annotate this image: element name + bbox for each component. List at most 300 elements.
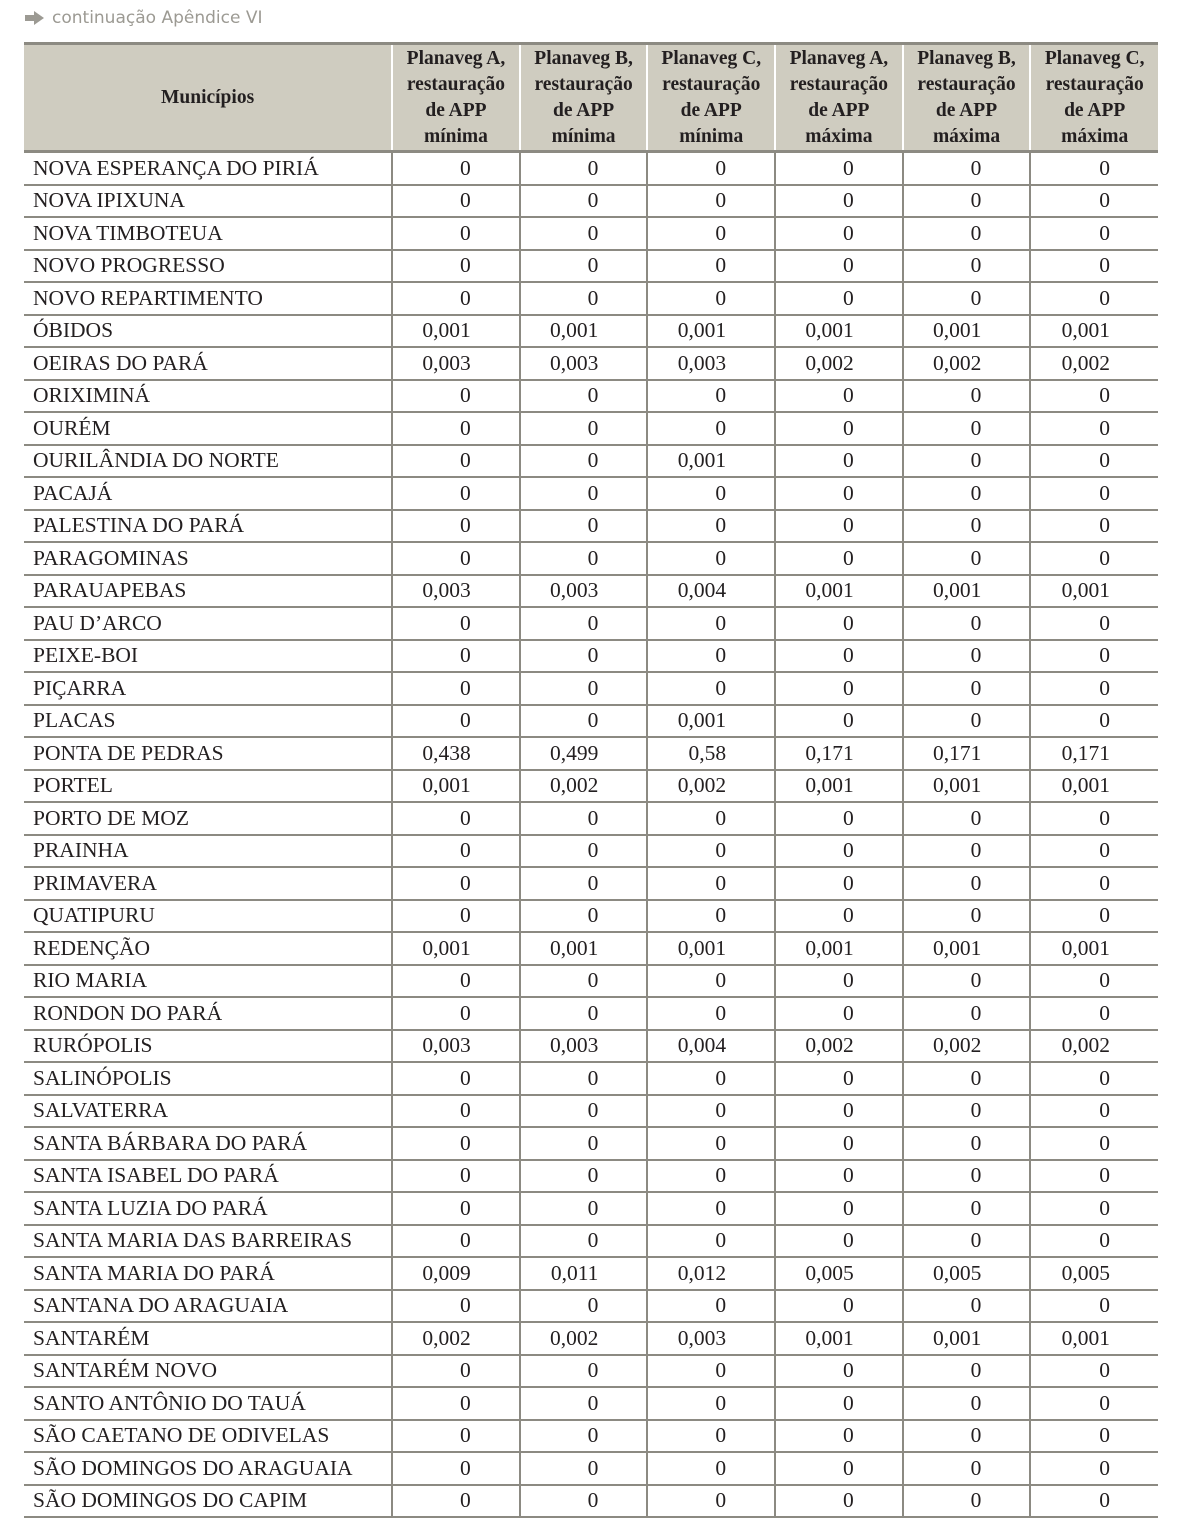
value-cell: 0 xyxy=(1030,412,1158,445)
value-cell: 0 xyxy=(775,1095,903,1128)
municipio-name: SALINÓPOLIS xyxy=(24,1062,392,1095)
value-cell: 0,001 xyxy=(775,1322,903,1355)
value-cell: 0,002 xyxy=(1030,347,1158,380)
value-cell: 0 xyxy=(647,217,775,250)
value-cell: 0 xyxy=(647,250,775,283)
value-cell: 0 xyxy=(1030,1420,1158,1453)
table-row xyxy=(24,640,1158,673)
value-cell: 0 xyxy=(392,412,520,445)
column-header-scenario: Planaveg A, restauração de APP máxima xyxy=(775,44,903,152)
value-cell: 0 xyxy=(392,217,520,250)
municipio-name: SÃO DOMINGOS DO ARAGUAIA xyxy=(24,1452,392,1485)
value-cell: 0 xyxy=(775,217,903,250)
table-row xyxy=(24,412,1158,445)
table-row xyxy=(24,1322,1158,1355)
value-cell: 0,001 xyxy=(647,315,775,348)
value-cell: 0 xyxy=(520,1387,648,1420)
municipio-name: PACAJÁ xyxy=(24,477,392,510)
municipio-name: RURÓPOLIS xyxy=(24,1030,392,1063)
value-cell: 0 xyxy=(520,1355,648,1388)
value-cell: 0 xyxy=(520,412,648,445)
continuation-text: continuação Apêndice VI xyxy=(52,8,263,28)
value-cell: 0 xyxy=(903,185,1031,218)
value-cell: 0 xyxy=(392,705,520,738)
value-cell: 0 xyxy=(903,1127,1031,1160)
value-cell: 0 xyxy=(903,640,1031,673)
value-cell: 0 xyxy=(392,607,520,640)
table-row xyxy=(24,445,1158,478)
value-cell: 0,001 xyxy=(647,445,775,478)
value-cell: 0 xyxy=(775,380,903,413)
value-cell: 0 xyxy=(775,640,903,673)
table-row xyxy=(24,1062,1158,1095)
value-cell: 0 xyxy=(392,1160,520,1193)
value-cell: 0 xyxy=(1030,445,1158,478)
table-row xyxy=(24,770,1158,803)
value-cell: 0 xyxy=(775,1420,903,1453)
value-cell: 0,003 xyxy=(520,347,648,380)
value-cell: 0 xyxy=(775,965,903,998)
table-row xyxy=(24,705,1158,738)
municipio-name: SANTO ANTÔNIO DO TAUÁ xyxy=(24,1387,392,1420)
table-row xyxy=(24,1387,1158,1420)
value-cell: 0 xyxy=(647,510,775,543)
municipio-name: NOVA ESPERANÇA DO PIRIÁ xyxy=(24,152,392,185)
value-cell: 0,003 xyxy=(647,347,775,380)
value-cell: 0 xyxy=(1030,965,1158,998)
value-cell: 0 xyxy=(775,1225,903,1258)
value-cell: 0 xyxy=(392,510,520,543)
value-cell: 0,001 xyxy=(775,315,903,348)
value-cell: 0 xyxy=(903,152,1031,185)
value-cell: 0 xyxy=(647,152,775,185)
municipio-name: RONDON DO PARÁ xyxy=(24,997,392,1030)
value-cell: 0 xyxy=(520,705,648,738)
value-cell: 0 xyxy=(647,1420,775,1453)
data-table xyxy=(24,42,1158,1518)
municipio-name: OURÉM xyxy=(24,412,392,445)
value-cell: 0 xyxy=(520,1095,648,1128)
value-cell: 0 xyxy=(520,217,648,250)
value-cell: 0 xyxy=(647,867,775,900)
value-cell: 0 xyxy=(1030,1355,1158,1388)
value-cell: 0,002 xyxy=(392,1322,520,1355)
value-cell: 0,001 xyxy=(903,315,1031,348)
municipio-name: SANTA MARIA DO PARÁ xyxy=(24,1257,392,1290)
value-cell: 0 xyxy=(903,1355,1031,1388)
value-cell: 0 xyxy=(903,900,1031,933)
table-row xyxy=(24,250,1158,283)
value-cell: 0 xyxy=(903,835,1031,868)
value-cell: 0 xyxy=(775,607,903,640)
municipio-name: SANTA LUZIA DO PARÁ xyxy=(24,1192,392,1225)
value-cell: 0 xyxy=(647,542,775,575)
value-cell: 0,002 xyxy=(520,1322,648,1355)
municipio-name: SANTARÉM xyxy=(24,1322,392,1355)
value-cell: 0 xyxy=(647,1225,775,1258)
value-cell: 0,171 xyxy=(903,737,1031,770)
value-cell: 0 xyxy=(775,510,903,543)
value-cell: 0,001 xyxy=(520,932,648,965)
table-row xyxy=(24,1290,1158,1323)
value-cell: 0 xyxy=(775,412,903,445)
value-cell: 0 xyxy=(775,152,903,185)
table-row xyxy=(24,185,1158,218)
value-cell: 0 xyxy=(647,997,775,1030)
value-cell: 0 xyxy=(520,542,648,575)
value-cell: 0 xyxy=(903,802,1031,835)
municipio-name: SÃO DOMINGOS DO CAPIM xyxy=(24,1485,392,1518)
value-cell: 0 xyxy=(1030,802,1158,835)
value-cell: 0 xyxy=(392,997,520,1030)
value-cell: 0,003 xyxy=(520,575,648,608)
value-cell: 0 xyxy=(520,510,648,543)
value-cell: 0 xyxy=(1030,640,1158,673)
value-cell: 0 xyxy=(775,1127,903,1160)
municipio-name: RIO MARIA xyxy=(24,965,392,998)
value-cell: 0 xyxy=(903,1290,1031,1323)
value-cell: 0 xyxy=(1030,185,1158,218)
value-cell: 0 xyxy=(392,282,520,315)
value-cell: 0 xyxy=(903,1485,1031,1518)
value-cell: 0,002 xyxy=(775,347,903,380)
column-header-scenario: Planaveg B, restauração de APP máxima xyxy=(903,44,1031,152)
table-row xyxy=(24,477,1158,510)
value-cell: 0,001 xyxy=(392,315,520,348)
municipio-name: SANTA MARIA DAS BARREIRAS xyxy=(24,1225,392,1258)
value-cell: 0 xyxy=(392,1225,520,1258)
value-cell: 0 xyxy=(1030,835,1158,868)
value-cell: 0 xyxy=(392,250,520,283)
value-cell: 0 xyxy=(520,477,648,510)
value-cell: 0 xyxy=(520,380,648,413)
value-cell: 0 xyxy=(647,672,775,705)
value-cell: 0 xyxy=(520,1420,648,1453)
value-cell: 0,003 xyxy=(392,347,520,380)
value-cell: 0 xyxy=(392,1290,520,1323)
value-cell: 0 xyxy=(775,1452,903,1485)
value-cell: 0 xyxy=(392,1355,520,1388)
municipio-name: SANTARÉM NOVO xyxy=(24,1355,392,1388)
value-cell: 0,001 xyxy=(647,932,775,965)
value-cell: 0 xyxy=(392,445,520,478)
value-cell: 0 xyxy=(647,282,775,315)
value-cell: 0 xyxy=(903,282,1031,315)
value-cell: 0 xyxy=(520,185,648,218)
value-cell: 0 xyxy=(1030,510,1158,543)
value-cell: 0 xyxy=(647,412,775,445)
municipio-name: OURILÂNDIA DO NORTE xyxy=(24,445,392,478)
value-cell: 0,438 xyxy=(392,737,520,770)
municipio-name: PAU D’ARCO xyxy=(24,607,392,640)
value-cell: 0 xyxy=(392,477,520,510)
value-cell: 0 xyxy=(903,412,1031,445)
value-cell: 0 xyxy=(647,1452,775,1485)
value-cell: 0 xyxy=(775,1355,903,1388)
table-row xyxy=(24,347,1158,380)
value-cell: 0 xyxy=(775,185,903,218)
table-row xyxy=(24,1192,1158,1225)
value-cell: 0,001 xyxy=(775,575,903,608)
column-header-scenario: Planaveg A, restauração de APP mínima xyxy=(392,44,520,152)
value-cell: 0 xyxy=(647,1355,775,1388)
value-cell: 0 xyxy=(775,1485,903,1518)
table-row xyxy=(24,737,1158,770)
municipio-name: QUATIPURU xyxy=(24,900,392,933)
value-cell: 0 xyxy=(392,1127,520,1160)
value-cell: 0 xyxy=(903,997,1031,1030)
table-row xyxy=(24,1485,1158,1518)
value-cell: 0 xyxy=(903,477,1031,510)
value-cell: 0,003 xyxy=(392,1030,520,1063)
value-cell: 0 xyxy=(1030,1062,1158,1095)
value-cell: 0 xyxy=(392,900,520,933)
municipio-name: PARAGOMINAS xyxy=(24,542,392,575)
value-cell: 0 xyxy=(392,152,520,185)
municipio-name: PALESTINA DO PARÁ xyxy=(24,510,392,543)
value-cell: 0 xyxy=(775,445,903,478)
value-cell: 0 xyxy=(520,250,648,283)
value-cell: 0 xyxy=(647,900,775,933)
municipio-name: NOVO REPARTIMENTO xyxy=(24,282,392,315)
value-cell: 0 xyxy=(520,445,648,478)
value-cell: 0 xyxy=(775,1062,903,1095)
value-cell: 0 xyxy=(647,1387,775,1420)
column-header-scenario: Planaveg B, restauração de APP mínima xyxy=(520,44,648,152)
value-cell: 0 xyxy=(647,640,775,673)
table-body xyxy=(24,152,1158,1518)
value-cell: 0 xyxy=(1030,250,1158,283)
table-row xyxy=(24,607,1158,640)
value-cell: 0 xyxy=(392,835,520,868)
table-row xyxy=(24,1160,1158,1193)
value-cell: 0 xyxy=(775,1160,903,1193)
value-cell: 0 xyxy=(1030,477,1158,510)
value-cell: 0 xyxy=(1030,1127,1158,1160)
value-cell: 0 xyxy=(903,1095,1031,1128)
municipio-name: REDENÇÃO xyxy=(24,932,392,965)
value-cell: 0 xyxy=(903,217,1031,250)
value-cell: 0 xyxy=(1030,282,1158,315)
value-cell: 0 xyxy=(903,965,1031,998)
value-cell: 0,003 xyxy=(520,1030,648,1063)
table-row xyxy=(24,542,1158,575)
value-cell: 0,001 xyxy=(392,932,520,965)
value-cell: 0 xyxy=(903,1387,1031,1420)
table-header xyxy=(24,44,1158,152)
value-cell: 0 xyxy=(647,1192,775,1225)
table-row xyxy=(24,152,1158,185)
continuation-note xyxy=(24,6,262,30)
value-cell: 0 xyxy=(647,1160,775,1193)
value-cell: 0 xyxy=(392,1192,520,1225)
value-cell: 0 xyxy=(520,607,648,640)
table-row xyxy=(24,867,1158,900)
table-row xyxy=(24,835,1158,868)
value-cell: 0 xyxy=(392,1062,520,1095)
municipio-name: PORTEL xyxy=(24,770,392,803)
value-cell: 0 xyxy=(1030,867,1158,900)
value-cell: 0 xyxy=(1030,1192,1158,1225)
value-cell: 0 xyxy=(520,282,648,315)
municipio-name: SÃO CAETANO DE ODIVELAS xyxy=(24,1420,392,1453)
value-cell: 0 xyxy=(1030,1290,1158,1323)
municipio-name: PRAINHA xyxy=(24,835,392,868)
value-cell: 0 xyxy=(1030,1225,1158,1258)
municipio-name: PONTA DE PEDRAS xyxy=(24,737,392,770)
value-cell: 0 xyxy=(647,185,775,218)
municipio-name: NOVA TIMBOTEUA xyxy=(24,217,392,250)
value-cell: 0 xyxy=(775,867,903,900)
value-cell: 0,001 xyxy=(392,770,520,803)
table-row xyxy=(24,1225,1158,1258)
value-cell: 0 xyxy=(903,1225,1031,1258)
table-row xyxy=(24,1257,1158,1290)
value-cell: 0 xyxy=(903,1452,1031,1485)
value-cell: 0,001 xyxy=(903,575,1031,608)
municipio-name: PLACAS xyxy=(24,705,392,738)
value-cell: 0,004 xyxy=(647,575,775,608)
value-cell: 0 xyxy=(647,1485,775,1518)
value-cell: 0 xyxy=(647,965,775,998)
municipio-name: OEIRAS DO PARÁ xyxy=(24,347,392,380)
municipio-name: NOVA IPIXUNA xyxy=(24,185,392,218)
value-cell: 0 xyxy=(520,1225,648,1258)
table-row xyxy=(24,380,1158,413)
value-cell: 0 xyxy=(903,250,1031,283)
value-cell: 0 xyxy=(520,672,648,705)
value-cell: 0,009 xyxy=(392,1257,520,1290)
value-cell: 0,002 xyxy=(775,1030,903,1063)
value-cell: 0 xyxy=(647,1290,775,1323)
value-cell: 0 xyxy=(775,1290,903,1323)
value-cell: 0 xyxy=(520,835,648,868)
value-cell: 0 xyxy=(520,1290,648,1323)
value-cell: 0,001 xyxy=(1030,575,1158,608)
value-cell: 0 xyxy=(392,640,520,673)
value-cell: 0,001 xyxy=(775,932,903,965)
value-cell: 0 xyxy=(903,672,1031,705)
value-cell: 0 xyxy=(903,1062,1031,1095)
value-cell: 0,011 xyxy=(520,1257,648,1290)
value-cell: 0 xyxy=(520,640,648,673)
value-cell: 0 xyxy=(392,380,520,413)
value-cell: 0 xyxy=(392,867,520,900)
value-cell: 0 xyxy=(392,542,520,575)
value-cell: 0 xyxy=(903,445,1031,478)
column-header-municipios: Municípios xyxy=(24,44,392,152)
value-cell: 0,005 xyxy=(775,1257,903,1290)
value-cell: 0 xyxy=(392,802,520,835)
value-cell: 0 xyxy=(1030,1387,1158,1420)
value-cell: 0 xyxy=(392,1452,520,1485)
value-cell: 0 xyxy=(775,1387,903,1420)
value-cell: 0,001 xyxy=(1030,315,1158,348)
value-cell: 0 xyxy=(392,1420,520,1453)
table-row xyxy=(24,900,1158,933)
table-row xyxy=(24,997,1158,1030)
value-cell: 0,012 xyxy=(647,1257,775,1290)
value-cell: 0 xyxy=(392,1485,520,1518)
value-cell: 0 xyxy=(647,1095,775,1128)
table-row xyxy=(24,510,1158,543)
value-cell: 0 xyxy=(775,250,903,283)
table-row xyxy=(24,1452,1158,1485)
value-cell: 0,001 xyxy=(1030,1322,1158,1355)
value-cell: 0 xyxy=(1030,152,1158,185)
value-cell: 0 xyxy=(520,867,648,900)
municipio-name: PORTO DE MOZ xyxy=(24,802,392,835)
table-row xyxy=(24,802,1158,835)
value-cell: 0 xyxy=(775,997,903,1030)
value-cell: 0,001 xyxy=(903,770,1031,803)
value-cell: 0 xyxy=(520,997,648,1030)
value-cell: 0 xyxy=(775,542,903,575)
value-cell: 0 xyxy=(903,705,1031,738)
value-cell: 0,001 xyxy=(1030,770,1158,803)
value-cell: 0 xyxy=(520,1452,648,1485)
table-row xyxy=(24,315,1158,348)
municipio-name: SALVATERRA xyxy=(24,1095,392,1128)
value-cell: 0 xyxy=(520,1485,648,1518)
value-cell: 0 xyxy=(520,802,648,835)
value-cell: 0 xyxy=(1030,217,1158,250)
municipio-name: PRIMAVERA xyxy=(24,867,392,900)
value-cell: 0,171 xyxy=(1030,737,1158,770)
value-cell: 0 xyxy=(392,185,520,218)
municipio-name: SANTA BÁRBARA DO PARÁ xyxy=(24,1127,392,1160)
value-cell: 0,002 xyxy=(1030,1030,1158,1063)
value-cell: 0,002 xyxy=(647,770,775,803)
value-cell: 0 xyxy=(1030,997,1158,1030)
table-row xyxy=(24,217,1158,250)
value-cell: 0 xyxy=(1030,542,1158,575)
value-cell: 0 xyxy=(392,672,520,705)
value-cell: 0,58 xyxy=(647,737,775,770)
value-cell: 0 xyxy=(903,867,1031,900)
municipio-name: ORIXIMINÁ xyxy=(24,380,392,413)
column-header-scenario: Planaveg C, restauração de APP máxima xyxy=(1030,44,1158,152)
value-cell: 0,001 xyxy=(647,705,775,738)
value-cell: 0,002 xyxy=(520,770,648,803)
value-cell: 0 xyxy=(1030,607,1158,640)
value-cell: 0 xyxy=(520,1127,648,1160)
value-cell: 0 xyxy=(520,1160,648,1193)
value-cell: 0,003 xyxy=(647,1322,775,1355)
value-cell: 0,002 xyxy=(903,1030,1031,1063)
table-row xyxy=(24,1355,1158,1388)
value-cell: 0 xyxy=(775,672,903,705)
value-cell: 0,002 xyxy=(903,347,1031,380)
value-cell: 0 xyxy=(775,900,903,933)
value-cell: 0 xyxy=(1030,1095,1158,1128)
table-row xyxy=(24,932,1158,965)
value-cell: 0 xyxy=(775,477,903,510)
value-cell: 0 xyxy=(1030,705,1158,738)
municipio-name: NOVO PROGRESSO xyxy=(24,250,392,283)
value-cell: 0,001 xyxy=(903,1322,1031,1355)
value-cell: 0 xyxy=(647,607,775,640)
table-row xyxy=(24,1095,1158,1128)
value-cell: 0 xyxy=(1030,1485,1158,1518)
value-cell: 0 xyxy=(520,1192,648,1225)
value-cell: 0 xyxy=(903,1192,1031,1225)
value-cell: 0,001 xyxy=(520,315,648,348)
value-cell: 0 xyxy=(647,1062,775,1095)
value-cell: 0 xyxy=(775,1192,903,1225)
value-cell: 0 xyxy=(647,1127,775,1160)
value-cell: 0 xyxy=(1030,1160,1158,1193)
